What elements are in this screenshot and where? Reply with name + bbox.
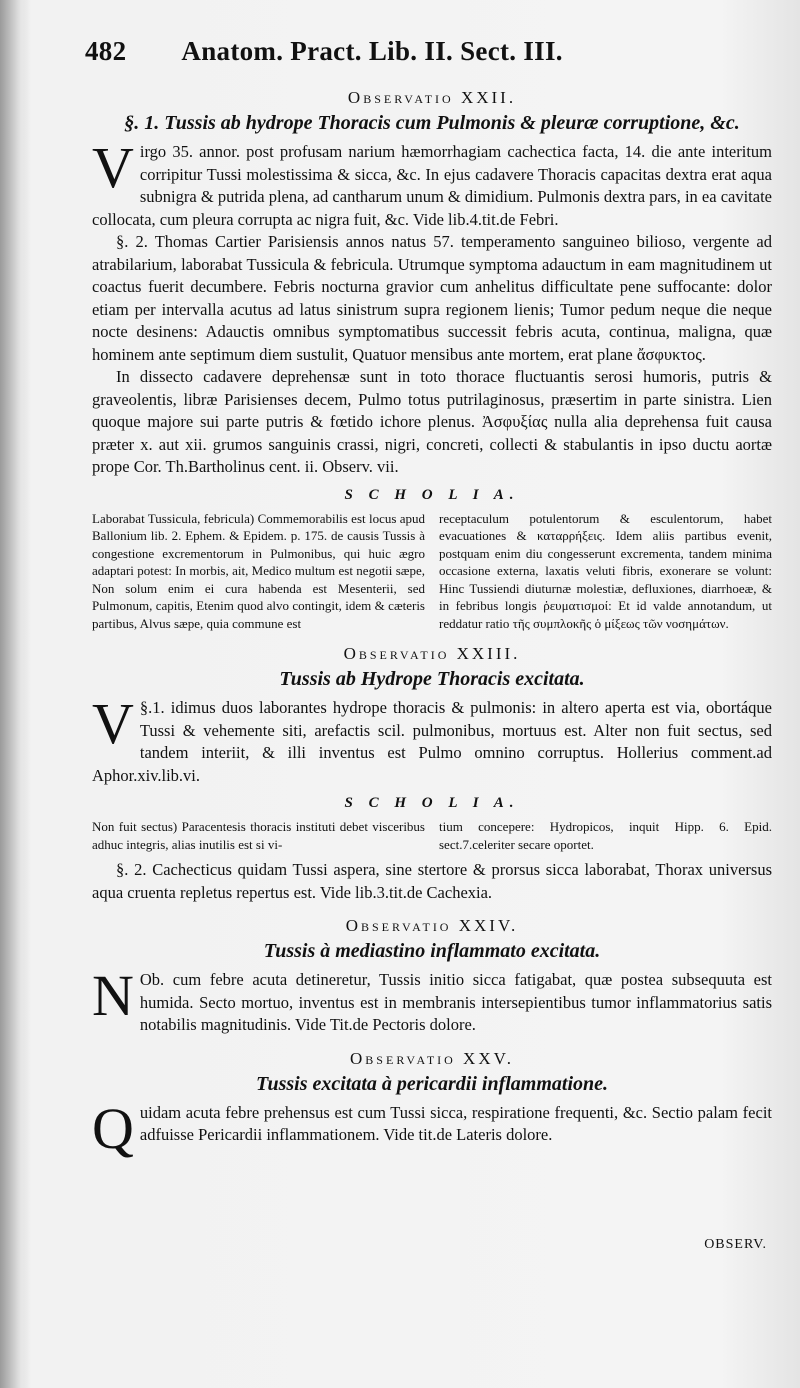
catchword: OBSERV. — [704, 1237, 767, 1252]
obs25-title: Observatio XXV. — [350, 1048, 514, 1068]
obs23-paragraph-1 — [92, 691, 773, 787]
obs22-paragraph-3: In dissecto cadavere deprehensæ sunt in toto thorace fluctuantis serosi humoris, putris & graveolentis, libræ Parisienses decem, Pulmo totus putrilaginosus, præsertim in parte sinistra. Lien quoque majore sui parte putris & fœtido ichore plenus. Ἀσφυξίας nulla alia deprehensa fuit causa præter x. aut xii. grumos sanguinis crassi, nigri, concreti, collecti & stabulantis in ipso ductu aortæ prope Cor. Th.Bartholinus cent. ii. Observ. vii. — [92, 367, 772, 476]
obs22-scholia — [92, 510, 772, 633]
obs22-subtitle: §. 1. Tussis ab hydrope Thoracis cum Pulmonis & pleuræ corruptione, &c. — [124, 112, 740, 134]
obs23-scholia-left: Non fuit sectus) Paracentesis thoracis instituti debet visceribus adhuc integris, alias inutilis est si vi- — [92, 819, 425, 852]
obs22-paragraph-2: §. 2. Thomas Cartier Parisiensis annos natus 57. temperamento sanguineo bilioso, vergente ad atrabilarium, laborabat Tussicula & febricula. Utrumque symptoma adauctum in eam magnitudinem ut coactus fuerit decumbere. Febris nocturna gravior cum anhelitus difficultate pene suffocante: dolor etiam per intervalla acutus ad latus sinistrum supra regionem lienis; Tumor pedum neque die neque nocte desinens: Adauctis omnibus symptomatibus successit febris acuta, continua, maligna, quæ hominem ante septimum diem sustulit, Quatuor mensibus ante mortem, erat plane ἄσφυκτος. — [92, 232, 772, 364]
obs22-scholia-right: receptaculum potulentorum & esculentorum, habet evacuationes & καταρρήξεις. Idem aliis partibus evenit, postquam enim diu congesserunt excrementa, tandem minima occasione externa, laxatis veluti fibris, exonerare se volunt: Hinc Tussiendi diuturnæ molestiæ, defluxiones, diarrhoeæ, & in febribus longis ῥευματισμοί: Et id valde annotandum, ut reddatur ratio τῆς συμπλοκῆς ὁ μίξεως τῶν νοσημάτων. — [439, 510, 772, 631]
obs25-p1-text: uidam acuta febre prehensus est cum Tussi sicca, respiratione frequenti, &c. Sectio palam fecit adfuisse Pericardii inflammationem. Vide tit.de Lateris dolore. — [139, 1102, 772, 1144]
obs24-paragraph-1 — [92, 963, 772, 1037]
obs23-scholia-heading: S C H O L I A. — [344, 795, 520, 811]
obs24-subtitle: Tussis à mediastino inflammato excitata. — [263, 940, 601, 962]
page-number: 482 — [85, 36, 127, 66]
obs22-paragraph-1 — [92, 135, 772, 231]
drop-cap: V — [92, 691, 134, 756]
page-header — [85, 36, 740, 67]
obs23-subtitle: Tussis ab Hydrope Thoracis excitata. — [279, 668, 585, 690]
page-content — [92, 82, 773, 1161]
obs22-scholia-heading: S C H O L I A. — [344, 486, 520, 503]
binding-shadow — [0, 0, 30, 1388]
obs22-scholia-left: Laborabat Tussicula, febricula) Commemorabilis est locus apud Ballonium lib. 2. Ephem. & Epidem. p. 175. de causis Tussis à congestione excrementorum in Pulmonibus, qui huic ægro adaptari potest: In morbis, ait, Medico multum est negotii sæpe, Non solum enim ei cura habenda est Mesenterii, sed Pulmonum, capitis, Etenim quod alvo contingit, idem & cæteris partibus, Alvus sæpe, quia commune est — [92, 510, 425, 631]
obs22-p1-text: irgo 35. annor. post profusam narium hæmorrhagiam cachectica facta, 14. die ante interitum corripitur Tussi molestissima & sicca, &c. In ejus cadavere Thoracis capacitas dextra erat aqua subnigra & putrida plena, ad cantharum unum & dimidium. Pulmonis dextra pars, in ea cavitate collocata, cum pleura corrupta ac nigra fuit, &c. Vide lib.4.tit.de Febri. — [92, 142, 772, 229]
obs24-title: Observatio XXIV. — [345, 916, 519, 935]
drop-cap: V — [92, 135, 134, 200]
obs23-section-mark: §.1. — [139, 698, 165, 717]
obs22-title: Observatio XXII. — [347, 88, 517, 107]
drop-cap: N — [92, 963, 134, 1028]
obs23-paragraph-2: §. 2. Cachecticus quidam Tussi aspera, sine stertore & prorsus sicca laborabat, Thorax universus aqua cruenta repletus repertus est. Vide lib.3.tit.de Cachexia. — [92, 860, 772, 902]
drop-cap: Q — [92, 1095, 134, 1161]
obs25-paragraph-1 — [92, 1095, 772, 1161]
obs24-p1-text: Ob. cum febre acuta detineretur, Tussis initio sicca fatigabat, quæ postea subsequuta est humida. Secto mortuo, inventus est in membranis intersepientibus tumor inflammatorius satis notabilis magnitudinis. Vide Tit.de Pectoris dolore. — [139, 970, 772, 1034]
running-title: Anatom. Pract. Lib. II. Sect. III. — [181, 36, 563, 66]
obs23-p1-text: idimus duos laborantes hydrope thoracis & pulmonis: in altero aperta est via, obortáque Tussi & vehemente siti, arefactis scil. pulmonibus, mortuus est. Alter non fuit sectus, sed tandem interiit, & illi inventus est Pulmo omnino corruptus. Hollerius comment.ad Aphor.xiv.lib.vi. — [92, 698, 773, 785]
obs25-subtitle: Tussis excitata à pericardii inflammatione. — [255, 1072, 609, 1095]
obs23-scholia — [92, 818, 772, 853]
obs23-scholia-right: tium concepere: Hydropicos, inquit Hipp. 6. Epid. sect.7.celeriter secare oportet. — [439, 819, 772, 852]
obs23-title: Observatio XXIII. — [343, 644, 521, 663]
